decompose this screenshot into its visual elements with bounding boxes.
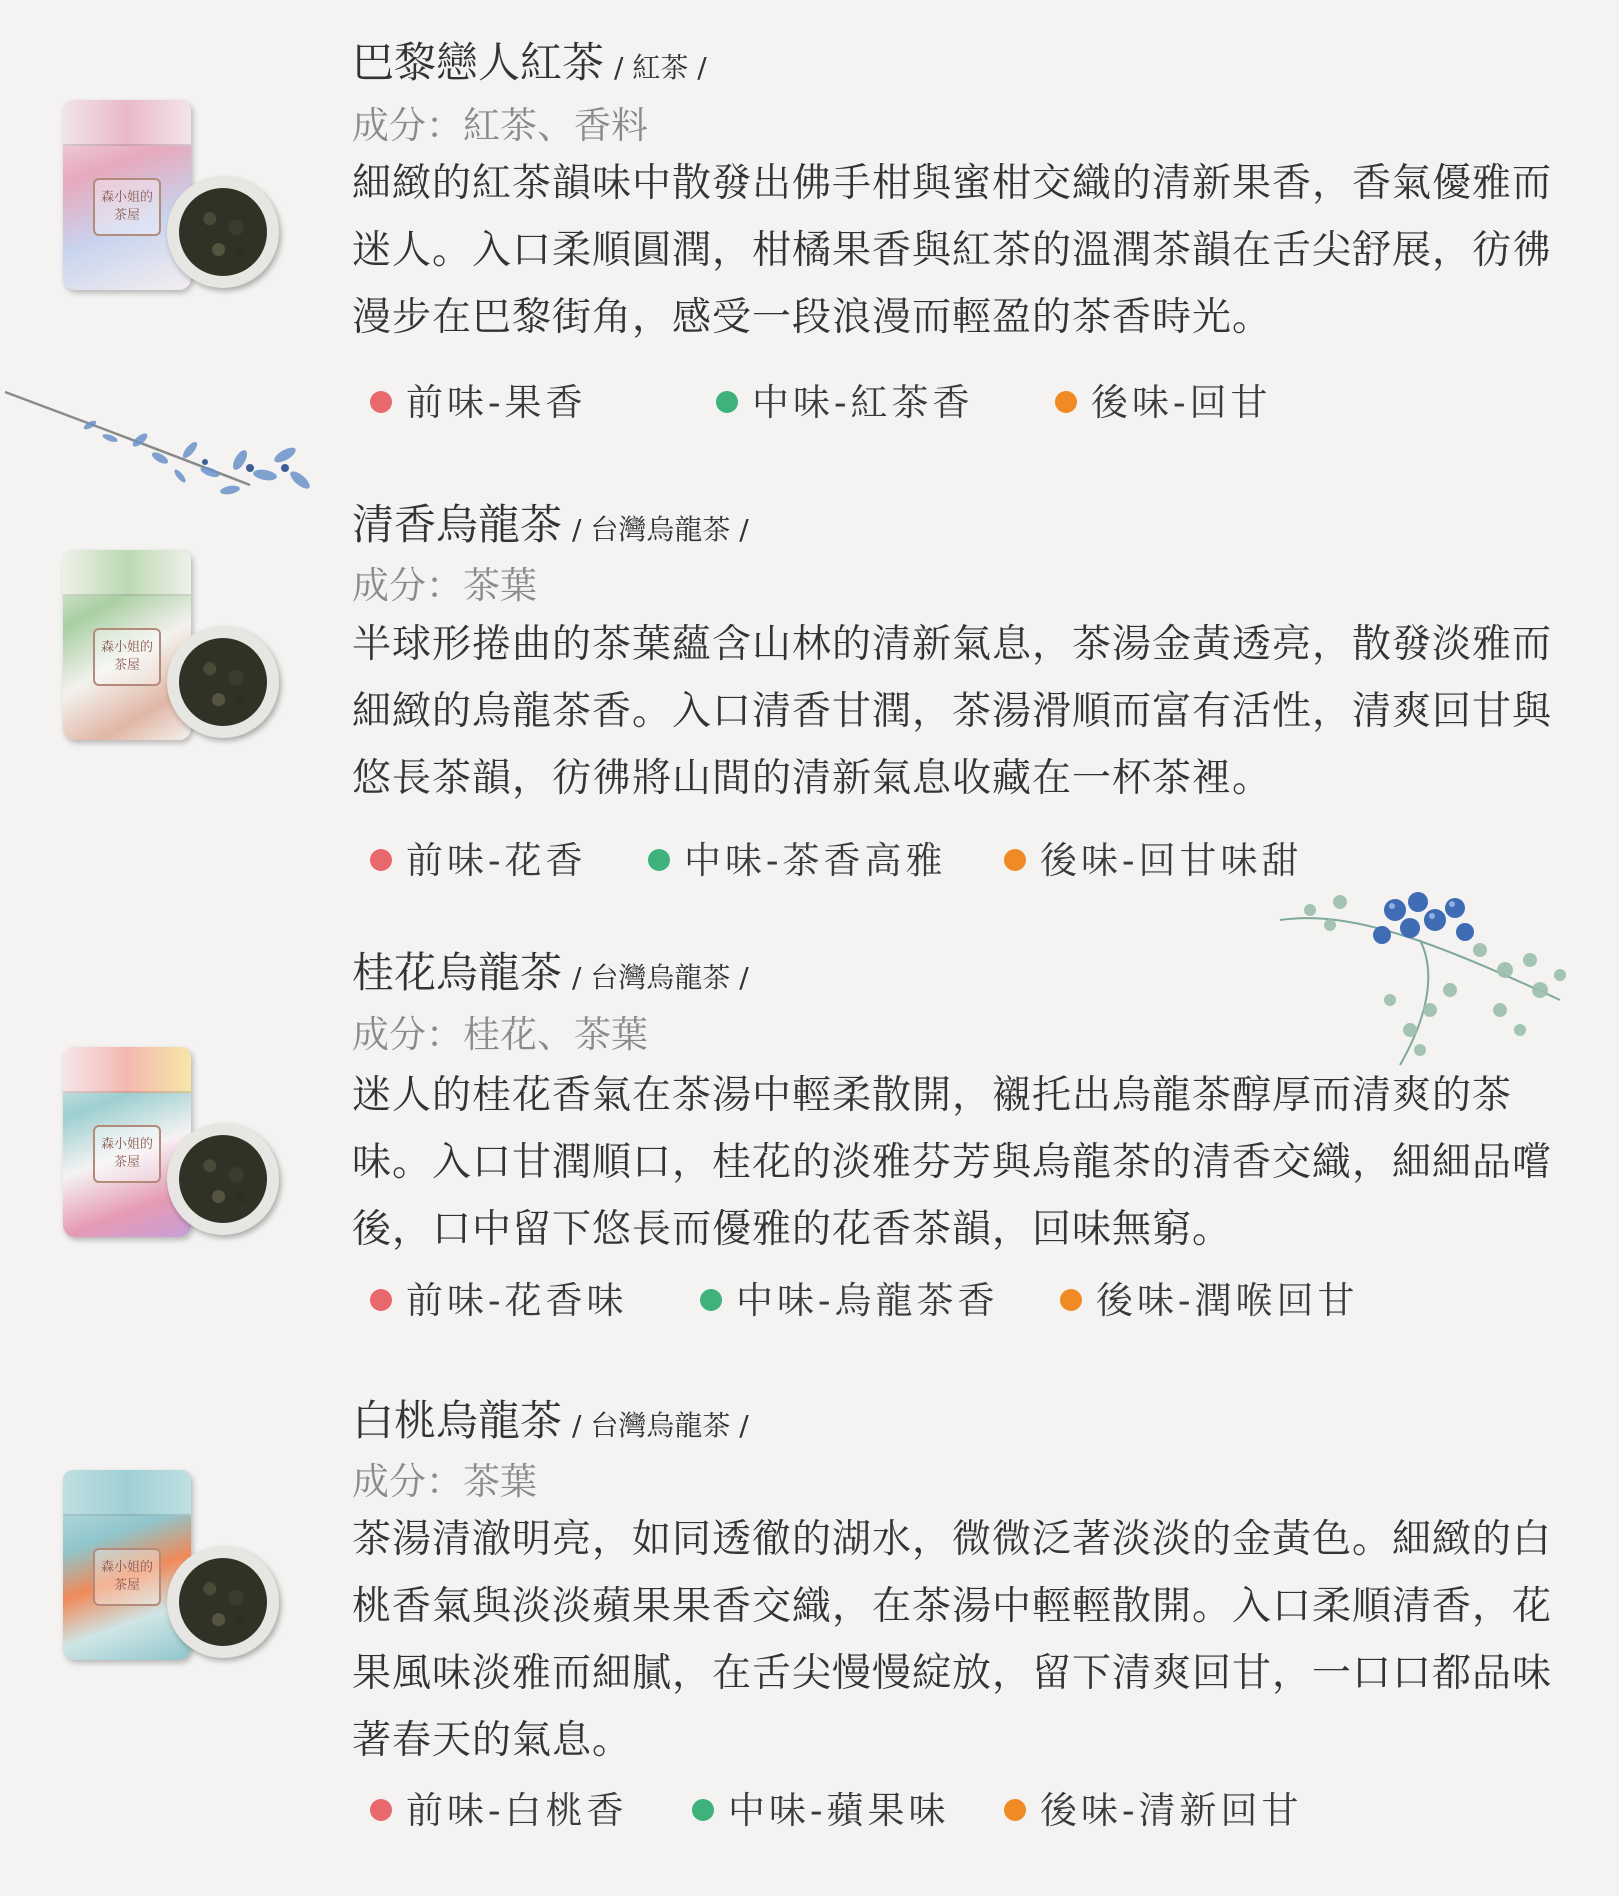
after-note-dot-icon	[1004, 1799, 1026, 1821]
middle-note: 中味-紅茶香	[716, 372, 974, 426]
product-description: 茶湯清澈明亮，如同透徹的湖水，微微泛著淡淡的金黃色。細緻的白桃香氣與淡淡蘋果果香交織，在茶湯中輕輕散開。入口柔順清香，花果風味淡雅而細膩，在舌尖慢慢綻放，留下清爽回甘，一口口都品味著春天的氣息。	[352, 1517, 1553, 1763]
product-tin-image	[55, 88, 295, 308]
tin-label: 森小姐的茶屋	[93, 1125, 161, 1183]
tea-leaves-dish	[167, 1123, 279, 1235]
middle-note-dot-icon	[716, 391, 738, 413]
middle-note-dot-icon	[648, 849, 670, 871]
after-note: 後味-回甘	[1055, 372, 1272, 426]
product-description: 細緻的紅茶韻味中散發出佛手柑與蜜柑交織的清新果香，香氣優雅而迷人。入口柔順圓潤，柑橘果香與紅茶的溫潤茶韻在舌尖舒展，彷彿漫步在巴黎街角，感受一段浪漫而輕盈的茶香時光。	[352, 161, 1553, 340]
front-note-dot-icon	[370, 1289, 392, 1311]
product-category: / 紅茶 /	[614, 51, 707, 84]
middle-note: 中味-蘋果味	[692, 1780, 950, 1834]
tea-tin	[63, 550, 191, 740]
front-note-dot-icon	[370, 391, 392, 413]
front-note-dot-icon	[370, 1799, 392, 1821]
tea-tin	[63, 100, 191, 290]
front-note: 前味-果香	[370, 372, 587, 426]
product-description: 半球形捲曲的茶葉蘊含山林的清新氣息，茶湯金黃透亮，散發淡雅而細緻的烏龍茶香。入口清香甘潤，茶湯滑順而富有活性，清爽回甘與悠長茶韻，彷彿將山間的清新氣息收藏在一杯茶裡。	[352, 622, 1553, 801]
front-note-dot-icon	[370, 849, 392, 871]
middle-note-dot-icon	[700, 1289, 722, 1311]
after-note-dot-icon	[1060, 1289, 1082, 1311]
tea-leaves-dish	[167, 1546, 279, 1658]
product-ingredients: 成分：紅茶、香料	[352, 104, 648, 147]
after-note: 後味-清新回甘	[1004, 1780, 1303, 1834]
tea-tin	[63, 1470, 191, 1660]
product-title: 巴黎戀人紅茶	[352, 38, 605, 87]
blue-flower-branch-icon	[0, 380, 330, 520]
product-title: 桂花烏龍茶	[352, 948, 563, 997]
product-title: 清香烏龍茶	[352, 500, 563, 549]
tea-leaves-dish	[167, 176, 279, 288]
product-ingredients: 成分：桂花、茶葉	[352, 1013, 648, 1056]
tea-leaves-dish	[167, 626, 279, 738]
middle-note: 中味-茶香高雅	[648, 830, 947, 884]
middle-note: 中味-烏龍茶香	[700, 1270, 999, 1324]
product-category: / 台灣烏龍茶 /	[572, 1409, 749, 1442]
tin-label: 森小姐的茶屋	[93, 178, 161, 236]
product-category: / 台灣烏龍茶 /	[572, 513, 749, 546]
blueberry-eucalyptus-icon	[1270, 880, 1580, 1070]
tin-label: 森小姐的茶屋	[93, 628, 161, 686]
tea-tin	[63, 1047, 191, 1237]
product-ingredients: 成分：茶葉	[352, 564, 537, 607]
tin-label: 森小姐的茶屋	[93, 1548, 161, 1606]
product-description: 迷人的桂花香氣在茶湯中輕柔散開，襯托出烏龍茶醇厚而清爽的茶味。入口甘潤順口，桂花的淡雅芬芳與烏龍茶的清香交織，細細品嚐後，口中留下悠長而優雅的花香茶韻，回味無窮。	[352, 1073, 1553, 1252]
product-category: / 台灣烏龍茶 /	[572, 961, 749, 994]
product-ingredients: 成分：茶葉	[352, 1460, 537, 1503]
product-tin-image	[55, 538, 295, 758]
after-note: 後味-潤喉回甘	[1060, 1270, 1359, 1324]
product-tin-image	[55, 1458, 295, 1678]
front-note: 前味-花香	[370, 830, 587, 884]
front-note: 前味-花香味	[370, 1270, 628, 1324]
after-note-dot-icon	[1055, 391, 1077, 413]
after-note: 後味-回甘味甜	[1004, 830, 1303, 884]
front-note: 前味-白桃香	[370, 1780, 628, 1834]
product-title: 白桃烏龍茶	[352, 1396, 563, 1445]
product-tin-image	[55, 1035, 295, 1255]
after-note-dot-icon	[1004, 849, 1026, 871]
middle-note-dot-icon	[692, 1799, 714, 1821]
